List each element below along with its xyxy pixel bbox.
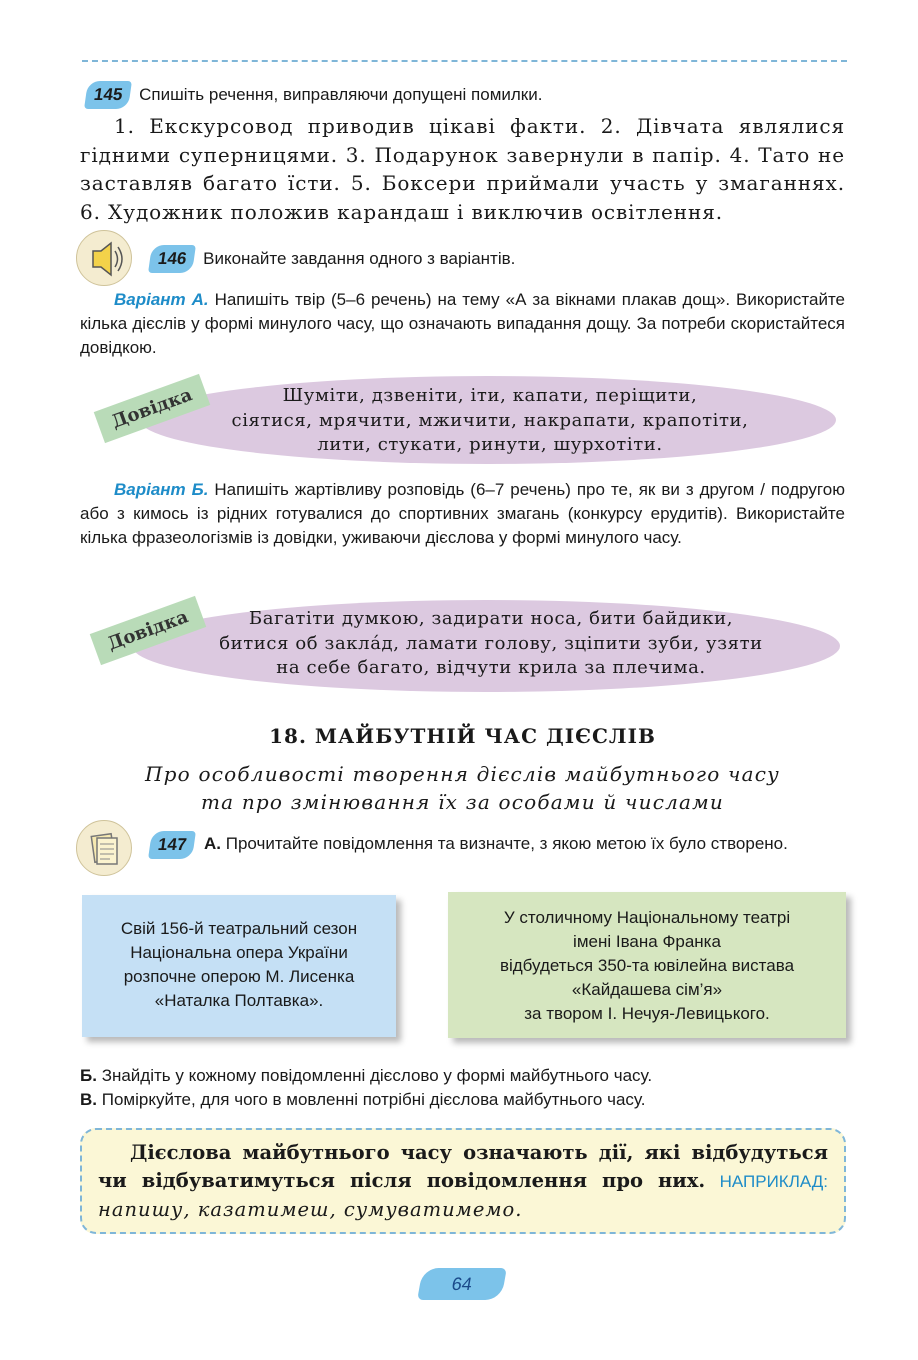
variant-a-paragraph: [80, 288, 845, 360]
reference-line: сіятися, мрячити, мжичити, накрапати, крапотіти,: [231, 409, 749, 431]
task-147-part-b: [80, 1064, 845, 1088]
card-line: «Кайдашева сім’я»: [571, 980, 723, 999]
reference-line: Багатіти думкою, задирати носа, бити байдики,: [248, 608, 734, 629]
reference-line: битися об закла́д, ламати голову, зціпити зуби, узяти: [219, 632, 763, 654]
rule-definition: Дієслова майбутнього часу означають дії, які відбудуться чи відбуватимуться після повідомлення про них.: [98, 1141, 828, 1192]
task-145-text: 1. Екскурсовод приводив цікаві факти. 2. Дівчата являлися гідними суперницями. 3. Подарунок завернули в папір. 4. Тато не заставляв багато їсти. 5. Боксери приймали участь у змаганнях. 6. Художник положив карандаш і виключив освітлення.: [80, 114, 845, 224]
task-number-badge: 146: [148, 245, 196, 273]
variant-a-label: Варіант А.: [114, 290, 209, 309]
card-line: розпочне оперою М. Лисенка: [123, 967, 355, 986]
section-subtitle-line: та про змінювання їх за особами й числами: [200, 790, 725, 814]
page-number: 64: [417, 1268, 507, 1300]
task-number-badge: 147: [148, 831, 196, 859]
part-b-label: Б.: [80, 1066, 97, 1085]
section-subtitle-line: Про особливості творення дієслів майбутнього часу: [145, 762, 780, 786]
task-145-header: [86, 81, 542, 109]
task-147-part-c: [80, 1088, 845, 1112]
variant-b-label: Варіант Б.: [114, 480, 209, 499]
rule-examples: напишу, казатимеш, сумуватимемо.: [98, 1198, 523, 1221]
section-subtitle: [80, 760, 845, 816]
task-147-header: [150, 831, 194, 859]
part-a-label: А.: [204, 834, 221, 853]
part-b-text: Знайдіть у кожному повідомленні дієслово у формі майбутнього часу.: [101, 1066, 653, 1085]
speaker-icon: [76, 230, 132, 286]
section-title: 18. МАЙБУТНІЙ ЧАС ДІЄСЛІВ: [269, 724, 656, 748]
reference-a-label: Довідка: [94, 374, 211, 443]
top-divider: [82, 60, 847, 62]
reference-a-text: [180, 384, 800, 458]
reference-line: на себе багато, відчути крила за плечима.: [276, 657, 706, 678]
message-card-2: [448, 892, 846, 1038]
task-instruction: Спишіть речення, виправляючи допущені помилки.: [139, 85, 543, 104]
variant-a-text: Напишіть твір (5–6 речень) на тему «А за вікнами плакав дощ». Використайте кілька дієслів у формі минулого часу, що означають випадання дощу. За потреби скористайтеся довідкою.: [80, 290, 846, 357]
card-line: відбудеться 350-та ювілейна вистава: [499, 956, 795, 975]
card-line: імені Івана Франка: [573, 932, 721, 951]
task-146-header: [150, 245, 515, 273]
reference-b-label: Довідка: [90, 596, 207, 665]
task-number-badge: 145: [84, 81, 132, 109]
task-instruction: Виконайте завдання одного з варіантів.: [203, 249, 516, 268]
variant-b-text: Напишіть жартівливу розповідь (6–7 речень) про те, як ви з другом / подругою або з кимось із рідних готувалися до спортивних змагань (конкурсу ерудитів). Використайте кілька фразеологізмів із довідки, уживаючи дієслова у формі минулого часу.: [80, 480, 845, 547]
card-line: «Наталка Полтавка».: [154, 991, 324, 1010]
reference-b-text: [178, 607, 804, 681]
reference-line: Шуміти, дзвеніти, іти, капати, періщити,: [282, 385, 698, 406]
message-card-1: [82, 895, 396, 1037]
example-label: НАПРИКЛАД:: [719, 1172, 828, 1191]
reference-line: лити, стукати, ринути, шурхотіти.: [317, 434, 663, 455]
card-line: за твором І. Нечуя-Левицького.: [524, 1004, 770, 1023]
part-c-text: Поміркуйте, для чого в мовленні потрібні дієслова майбутнього часу.: [101, 1090, 646, 1109]
part-a-text: Прочитайте повідомлення та визначте, з якою метою їх було створено.: [225, 834, 788, 853]
card-line: Свій 156-й театральний сезон: [120, 919, 358, 938]
card-line: Національна опера України: [130, 943, 348, 962]
card-line: У столичному Національному театрі: [503, 908, 791, 927]
task-147-part-a: [204, 832, 845, 856]
part-c-label: В.: [80, 1090, 97, 1109]
notes-icon: [76, 820, 132, 876]
variant-b-paragraph: [80, 478, 845, 550]
rule-text: [98, 1139, 828, 1224]
